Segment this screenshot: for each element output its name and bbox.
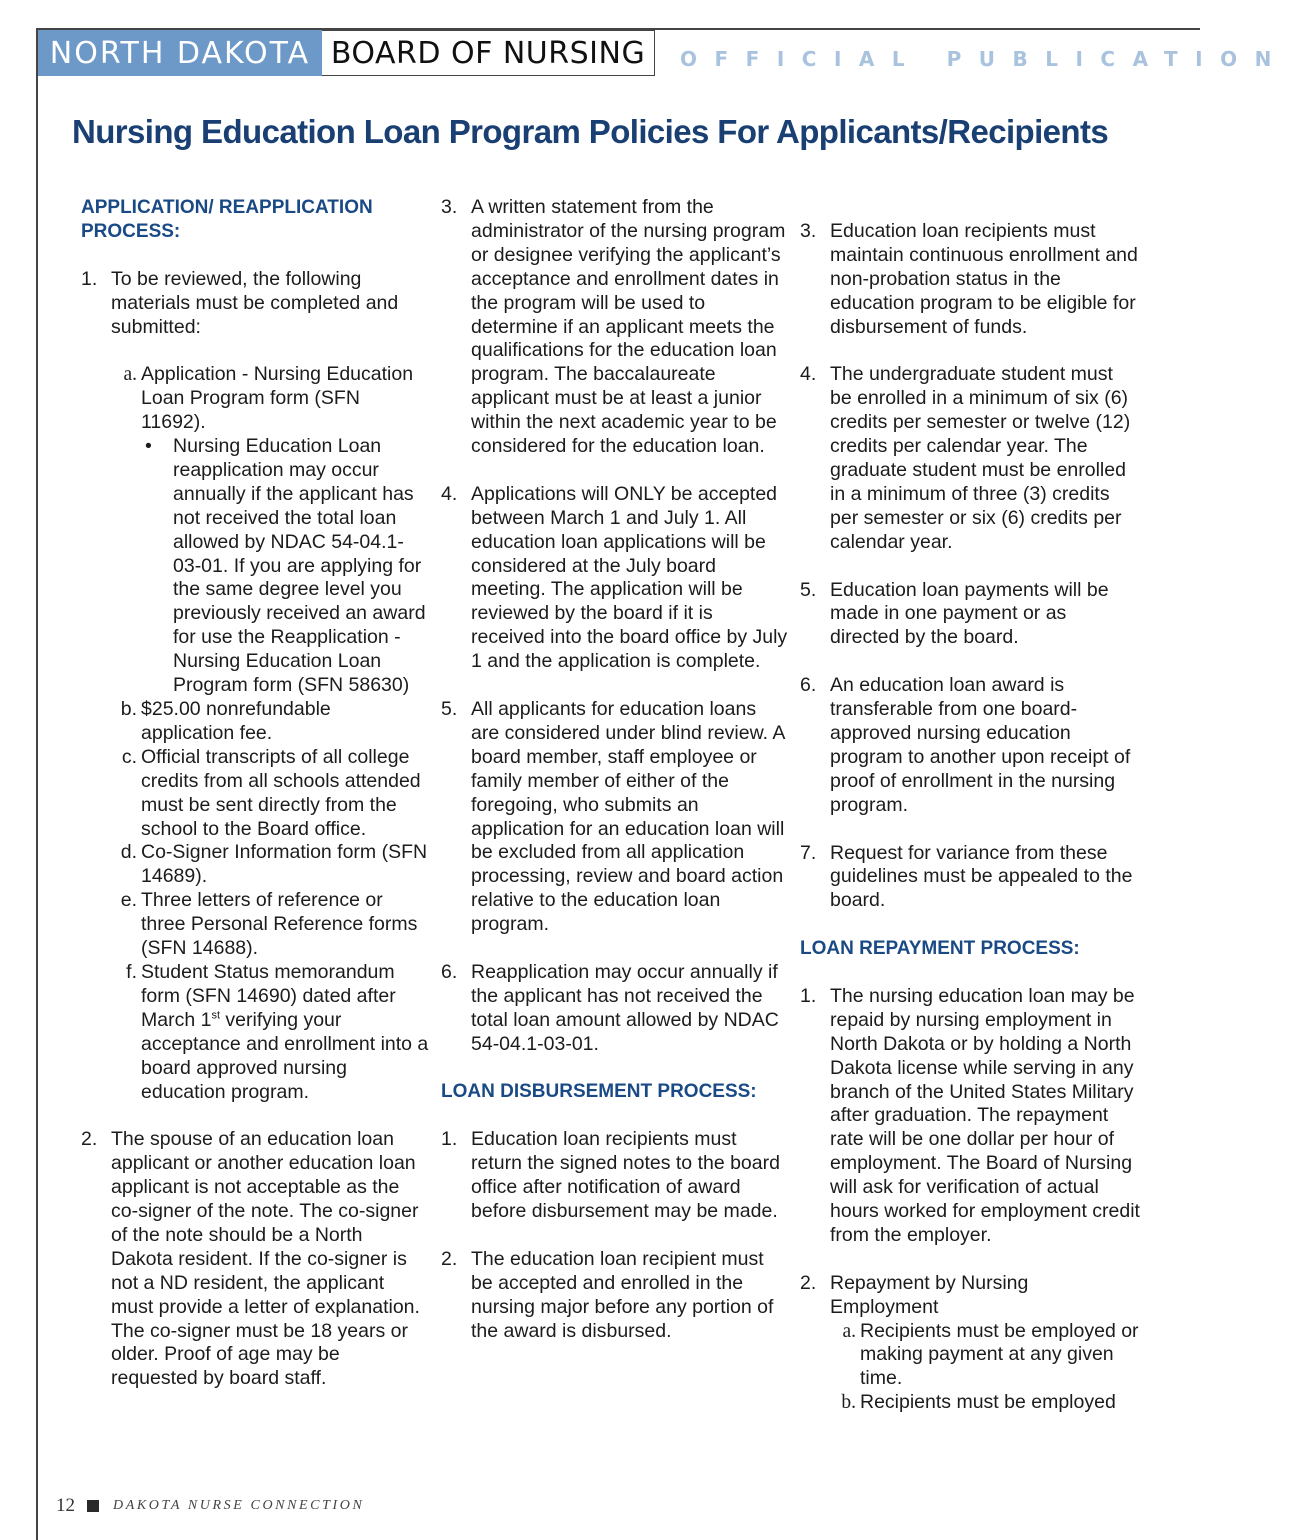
repayment-item-2a: a. Recipients must be employed or making payment at any given time.	[842, 1319, 1139, 1390]
masthead-banner	[38, 30, 655, 76]
repayment-item-2-text: Repayment by Nursing Employment	[830, 1271, 1029, 1318]
application-heading: APPLICATION/ REAPPLICATION PROCESS:	[81, 197, 373, 242]
application-item-3: 3. A written statement from the administrator of the nursing program or designee verifying the applicant’s acceptance and enrollment dates in the program will be used to determine if an applicant meets the qualifications for the education loan program. The baccalaureate applicant must be at least a junior within the next academic year to be considered for the education loan.	[441, 196, 786, 458]
repayment-heading: LOAN REPAYMENT PROCESS:	[800, 938, 1080, 960]
application-item-1a-text: Application - Nursing Education Loan Program form (SFN 11692).	[141, 363, 414, 434]
left-border-line	[36, 28, 38, 1540]
disbursement-item-6-text: An education loan award is transferable from one board-approved nursing education program to another upon receipt of proof of enrollment in the nursing program.	[830, 674, 1131, 816]
application-item-2-text: The spouse of an education loan applicant or another education loan applicant is not acceptable as the co-signer of the note. The co-signer of the note should be a North Dakota resident. If the co-signer is not a ND resident, the applicant must provide a letter of explanation. The co-signer must be 18 years or older. Proof of age may be requested by board staff.	[111, 1128, 420, 1390]
application-item-1-text: To be reviewed, the following materials must be completed and submitted:	[111, 267, 399, 338]
application-item-1b-text: $25.00 nonrefundable application fee.	[141, 698, 331, 744]
application-item-4-text: Applications will ONLY be accepted between March 1 and July 1. All education loan applications will be considered at the July board meeting. The application will be reviewed by the board if it is received into the board office by July 1 and the application is complete.	[471, 482, 788, 673]
repayment-item-2b: b. Recipients must be employed	[841, 1391, 1116, 1414]
square-separator-icon	[87, 1500, 99, 1512]
page-footer	[56, 1494, 364, 1518]
disbursement-item-3: 3. Education loan recipients must maintain continuous enrollment and non-probation status in the education program to be eligible for disbursement of funds.	[800, 220, 1138, 338]
application-item-1f-text-post: verifying your acceptance and enrollment into a board approved nursing education program.	[141, 1008, 429, 1103]
official-publication-tagline: OFFICIAL PUBLICATION	[680, 47, 1289, 71]
disbursement-item-3-text: Education loan recipients must maintain continuous enrollment and non-probation status in the education program to be eligible for disbursement of funds.	[830, 220, 1138, 338]
application-item-1e-text: Three letters of reference or three Personal Reference forms (SFN 14688).	[141, 889, 418, 960]
magazine-name: DAKOTA NURSE CONNECTION	[113, 1498, 365, 1513]
application-item-6: 6. Reapplication may occur annually if the applicant has not received the total loan amount allowed by NDAC 54-04.1-03-01.	[441, 960, 779, 1055]
disbursement-item-4: 4. The undergraduate student must be enrolled in a minimum of six (6) credits per semester or twelve (12) credits per calendar year. The graduate student must be enrolled in a minimum of three (3) credits per semester or six (6) credits per calendar year.	[800, 363, 1131, 553]
page-number: 12	[56, 1495, 75, 1516]
application-item-1d-text: Co-Signer Information form (SFN 14689).	[141, 841, 428, 888]
repayment-item-2a-text: Recipients must be employed or making payment at any given time.	[860, 1319, 1139, 1390]
application-item-3-text: A written statement from the administrator of the nursing program or designee verifying the applicant’s acceptance and enrollment dates in the program will be used to determine if an applicant meets the qualifications for the education loan program. The baccalaureate applicant must be at least a junior within the next academic year to be considered for the education loan.	[471, 196, 786, 458]
application-item-1c-text: Official transcripts of all college credits from all schools attended must be sent directly from the school to the Board office.	[141, 745, 421, 840]
application-item-1f-text-pre: Student Status memorandum form (SFN 14690) dated after March 1	[141, 960, 396, 1031]
application-item-1a: a. Application - Nursing Education Loan Program form (SFN 11692).	[123, 363, 414, 434]
disbursement-item-5: 5. Education loan payments will be made in one payment or as directed by the board.	[800, 578, 1109, 649]
application-item-1: 1. To be reviewed, the following materials must be completed and submitted:	[81, 267, 399, 338]
state-name-box: NORTH DAKOTA	[38, 30, 322, 76]
disbursement-heading: LOAN DISBURSEMENT PROCESS:	[441, 1081, 757, 1103]
column-1	[81, 196, 429, 1391]
ordinal-suffix: st	[211, 1009, 221, 1022]
application-item-5-text: All applicants for education loans are considered under blind review. A board member, staff employee or family member of either of the foregoing, who submits an application for an education loan will be excluded from all application processing, review and board action relative to the education loan program.	[471, 698, 785, 936]
application-item-2: 2. The spouse of an education loan applicant or another education loan applicant is not acceptable as the co-signer of the note. The co-signer of the note should be a North Dakota resident. If the co-signer is not a ND resident, the applicant must provide a letter of explanation. The co-signer must be 18 years or older. Proof of age may be requested by board staff.	[81, 1128, 420, 1390]
disbursement-item-5-text: Education loan payments will be made in one payment or as directed by the board.	[830, 578, 1109, 649]
disbursement-item-7-text: Request for variance from these guidelines must be appealed to the board.	[830, 841, 1133, 912]
bullet-icon: •	[145, 435, 152, 458]
repayment-item-2b-text: Recipients must be employed	[860, 1391, 1116, 1414]
application-item-1f: f. Student Status memorandum form (SFN 14690) dated after March 1st verifying your acceptance and enrollment into a board approved nursing education program.	[126, 960, 429, 1103]
application-item-1a-bullet-text: Nursing Education Loan reapplication may occur annually if the applicant has not received the total loan allowed by NDAC 54-04.1-03-01. If you are applying for the same degree level you previously received an award for use the Reapplication - Nursing Education Loan Program form (SFN 58630)	[173, 435, 426, 697]
page-title: Nursing Education Loan Program Policies For Applicants/Recipients	[72, 113, 1109, 151]
repayment-item-1-text: The nursing education loan may be repaid by nursing employment in North Dakota or by holding a North Dakota license while serving in any branch of the United States Military after graduation. The repayment rate will be one dollar per hour of employment. The Board of Nursing will ask for verification of actual hours worked for employment credit from the employer.	[830, 984, 1140, 1246]
application-item-1e: e. Three letters of reference or three Personal Reference forms (SFN 14688).	[120, 889, 418, 960]
application-item-1d: d. Co-Signer Information form (SFN 14689).	[120, 841, 428, 888]
application-item-4: 4. Applications will ONLY be accepted between March 1 and July 1. All education loan applications will be considered at the July board meeting. The application will be reviewed by the board if it is received into the board office by July 1 and the application is complete.	[441, 482, 788, 673]
repayment-item-2: 2. Repayment by Nursing Employment	[800, 1271, 1029, 1318]
application-item-1b: b. $25.00 nonrefundable application fee.	[120, 698, 331, 744]
disbursement-item-6: 6. An education loan award is transferable from one board-approved nursing education program to another upon receipt of proof of enrollment in the nursing program.	[800, 674, 1131, 816]
disbursement-item-2: 2. The education loan recipient must be accepted and enrolled in the nursing major before any portion of the award is disbursed.	[441, 1247, 774, 1342]
disbursement-item-1-text: Education loan recipients must return the signed notes to the board office after notification of award before disbursement may be made.	[471, 1128, 780, 1222]
disbursement-item-1: 1. Education loan recipients must return the signed notes to the board office after notification of award before disbursement may be made.	[441, 1128, 780, 1222]
application-item-6-text: Reapplication may occur annually if the applicant has not received the total loan amount allowed by NDAC 54-04.1-03-01.	[471, 960, 779, 1055]
column-3	[800, 220, 1140, 1415]
application-item-5: 5. All applicants for education loans are considered under blind review. A board member, staff employee or family member of either of the foregoing, who submits an application for an education loan will be excluded from all application processing, review and board action relative to the education loan program.	[441, 698, 785, 936]
application-item-1c: c. Official transcripts of all college credits from all schools attended must be sent directly from the school to the Board office.	[121, 745, 421, 840]
board-name-box: BOARD OF NURSING	[322, 30, 655, 76]
repayment-item-1: 1. The nursing education loan may be repaid by nursing employment in North Dakota or by holding a North Dakota license while serving in any branch of the United States Military after graduation. The repayment rate will be one dollar per hour of employment. The Board of Nursing will ask for verification of actual hours worked for employment credit from the employer.	[800, 984, 1140, 1246]
application-item-1a-bullet	[81, 435, 429, 698]
disbursement-item-2-text: The education loan recipient must be accepted and enrolled in the nursing major before any portion of the award is disbursed.	[471, 1247, 774, 1342]
disbursement-item-7: 7. Request for variance from these guidelines must be appealed to the board.	[800, 841, 1133, 912]
disbursement-item-4-text: The undergraduate student must be enrolled in a minimum of six (6) credits per semester or twelve (12) credits per calendar year. The graduate student must be enrolled in a minimum of three (3) credits per semester or six (6) credits per calendar year.	[830, 363, 1131, 553]
column-2	[441, 196, 789, 1343]
